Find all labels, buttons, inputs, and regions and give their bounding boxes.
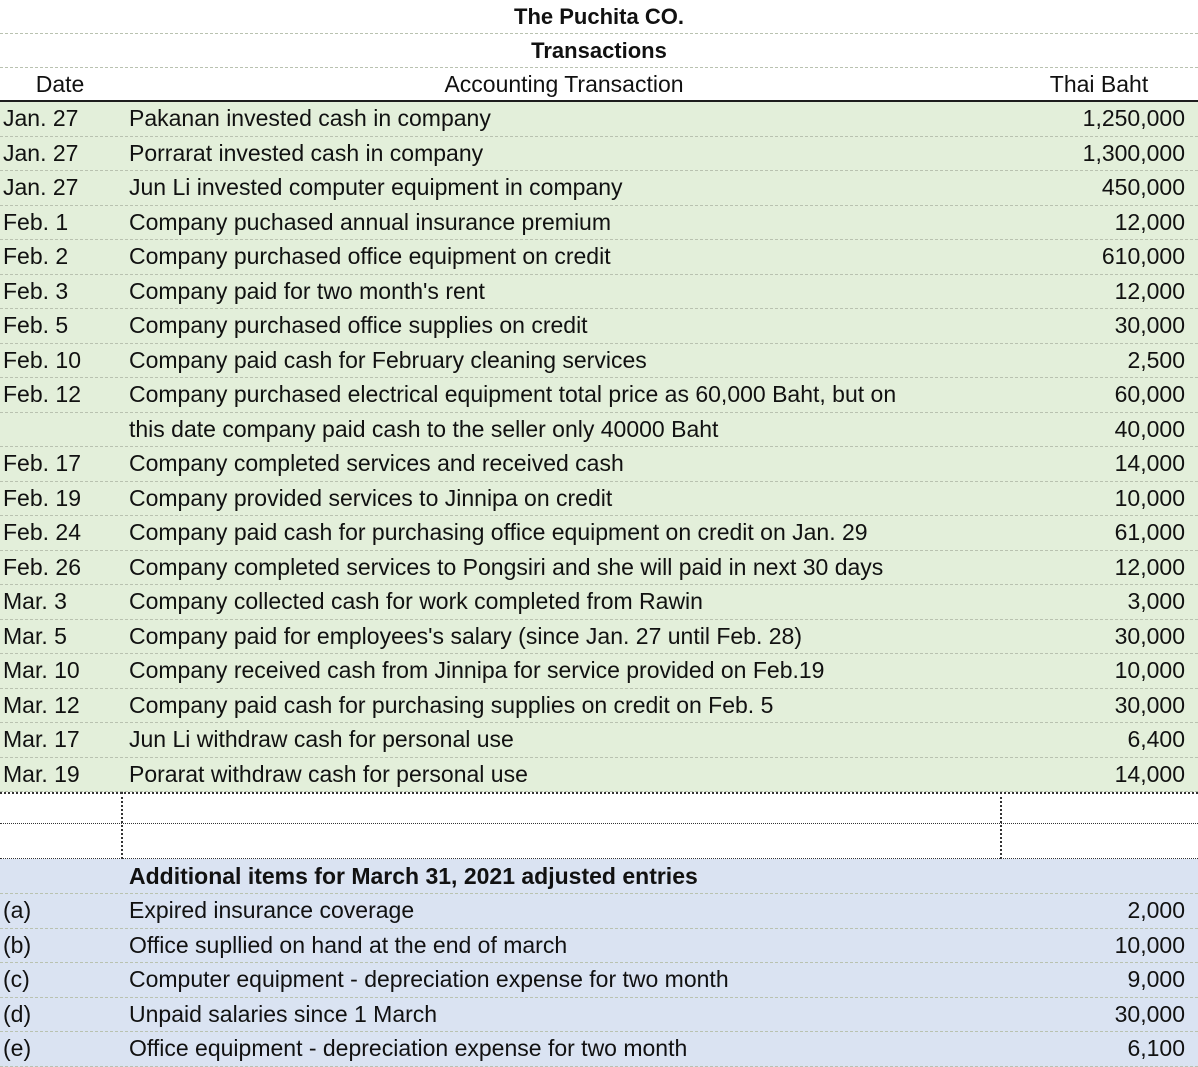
title-row bbox=[0, 0, 1198, 34]
transaction-date: Mar. 19 bbox=[3, 760, 80, 787]
transaction-amount: 1,300,000 bbox=[1082, 139, 1185, 166]
transaction-description: Company completed services and received cash bbox=[129, 450, 624, 477]
transaction-date: Feb. 5 bbox=[3, 312, 69, 339]
transaction-date: Mar. 12 bbox=[3, 691, 80, 718]
adjustment-amount: 9,000 bbox=[1127, 966, 1185, 993]
transaction-description: Jun Li withdraw cash for personal use bbox=[129, 726, 514, 753]
transaction-description: Porrarat invested cash in company bbox=[129, 139, 484, 166]
transaction-amount: 610,000 bbox=[1101, 243, 1185, 270]
transaction-amount: 3,000 bbox=[1127, 588, 1185, 615]
transaction-date: Jan. 27 bbox=[3, 139, 79, 166]
adjustment-label: (b) bbox=[3, 931, 32, 958]
transaction-row bbox=[0, 137, 1198, 172]
transaction-description: Company puchased annual insurance premium bbox=[129, 208, 612, 235]
adjustment-description: Computer equipment - depreciation expense for two month bbox=[129, 966, 729, 993]
transaction-date: Mar. 17 bbox=[3, 726, 80, 753]
transaction-date: Mar. 10 bbox=[3, 657, 80, 684]
transaction-date: Feb. 19 bbox=[3, 484, 81, 511]
adjustment-description: Expired insurance coverage bbox=[129, 897, 415, 924]
adjustment-amount: 2,000 bbox=[1127, 897, 1185, 924]
transaction-date: Feb. 26 bbox=[3, 553, 81, 580]
adjustment-amount: 6,100 bbox=[1127, 1035, 1185, 1062]
transaction-amount: 30,000 bbox=[1114, 312, 1185, 339]
transaction-amount: 30,000 bbox=[1114, 622, 1185, 649]
transaction-description: Company paid cash for February cleaning services bbox=[129, 346, 647, 373]
transaction-date bbox=[3, 413, 121, 447]
transaction-date: Feb. 2 bbox=[3, 243, 69, 270]
transaction-description: Company purchased electrical equipment total price as 60,000 Baht, but on bbox=[129, 381, 897, 408]
adjustments-heading: Additional items for March 31, 2021 adjusted entries bbox=[129, 862, 698, 889]
transaction-description: Company provided services to Jinnipa on credit bbox=[129, 484, 613, 511]
column-header-date: Date bbox=[35, 70, 85, 97]
transaction-amount: 61,000 bbox=[1114, 519, 1185, 546]
transaction-row bbox=[0, 378, 1198, 413]
transaction-row bbox=[0, 344, 1198, 379]
adjustment-label: (e) bbox=[3, 1035, 32, 1062]
adjustment-row bbox=[0, 998, 1198, 1033]
transaction-description: this date company paid cash to the seller only 40000 Baht bbox=[129, 415, 719, 442]
adjustments-heading-row bbox=[0, 859, 1198, 894]
transaction-date: Feb. 24 bbox=[3, 519, 81, 546]
header-row bbox=[0, 68, 1198, 102]
transaction-date: Feb. 12 bbox=[3, 381, 81, 408]
transaction-description: Company purchased office supplies on credit bbox=[129, 312, 588, 339]
sheet-subtitle: Transactions bbox=[531, 37, 667, 63]
transaction-amount: 6,400 bbox=[1127, 726, 1185, 753]
transaction-row bbox=[0, 206, 1198, 241]
transaction-amount: 1,250,000 bbox=[1082, 105, 1185, 132]
transaction-row bbox=[0, 758, 1198, 793]
transaction-description: Pakanan invested cash in company bbox=[129, 105, 491, 132]
cell-border bbox=[121, 792, 123, 859]
transaction-description: Company purchased office equipment on credit bbox=[129, 243, 611, 270]
transaction-row bbox=[0, 482, 1198, 517]
transaction-date: Jan. 27 bbox=[3, 105, 79, 132]
transaction-row bbox=[0, 275, 1198, 310]
transaction-amount: 12,000 bbox=[1114, 553, 1185, 580]
transaction-date: Jan. 27 bbox=[3, 174, 79, 201]
transaction-row bbox=[0, 309, 1198, 344]
transaction-row bbox=[0, 516, 1198, 551]
cell-border bbox=[1000, 792, 1002, 859]
transaction-description: Company paid for employees's salary (since Jan. 27 until Feb. 28) bbox=[129, 622, 802, 649]
transaction-row bbox=[0, 620, 1198, 655]
adjustment-label: (d) bbox=[3, 1000, 32, 1027]
blank-row bbox=[0, 824, 1198, 859]
transaction-description: Company paid cash for purchasing supplies on credit on Feb. 5 bbox=[129, 691, 774, 718]
transaction-row bbox=[0, 413, 1198, 448]
adjustment-description: Office equipment - depreciation expense for two month bbox=[129, 1035, 688, 1062]
transaction-amount: 40,000 bbox=[1114, 415, 1185, 442]
transaction-amount: 60,000 bbox=[1114, 381, 1185, 408]
transaction-row bbox=[0, 447, 1198, 482]
transaction-description: Jun Li invested computer equipment in company bbox=[129, 174, 623, 201]
adjustment-row bbox=[0, 894, 1198, 929]
transaction-date: Feb. 10 bbox=[3, 346, 81, 373]
column-header-amount: Thai Baht bbox=[1049, 70, 1149, 97]
transaction-date: Mar. 3 bbox=[3, 588, 67, 615]
transaction-date: Feb. 1 bbox=[3, 208, 69, 235]
blank-row bbox=[0, 792, 1198, 824]
transaction-description: Porarat withdraw cash for personal use bbox=[129, 760, 528, 787]
transaction-date: Feb. 3 bbox=[3, 277, 69, 304]
transaction-description: Company paid for two month's rent bbox=[129, 277, 485, 304]
transaction-row bbox=[0, 551, 1198, 586]
adjustment-amount: 10,000 bbox=[1114, 931, 1185, 958]
adjustment-label: (a) bbox=[3, 897, 32, 924]
transaction-amount: 14,000 bbox=[1114, 450, 1185, 477]
transaction-amount: 2,500 bbox=[1127, 346, 1185, 373]
column-header-transaction: Accounting Transaction bbox=[444, 70, 684, 97]
adjustment-row bbox=[0, 1032, 1198, 1067]
transaction-amount: 12,000 bbox=[1114, 277, 1185, 304]
transaction-row bbox=[0, 689, 1198, 724]
subtitle-row bbox=[0, 34, 1198, 68]
transaction-row bbox=[0, 654, 1198, 689]
transaction-amount: 14,000 bbox=[1114, 760, 1185, 787]
adjustment-label: (c) bbox=[3, 966, 30, 993]
transaction-row bbox=[0, 240, 1198, 275]
company-title: The Puchita CO. bbox=[514, 3, 684, 29]
transaction-description: Company received cash from Jinnipa for service provided on Feb.19 bbox=[129, 657, 825, 684]
transaction-amount: 30,000 bbox=[1114, 691, 1185, 718]
adjustment-description: Unpaid salaries since 1 March bbox=[129, 1000, 438, 1027]
transaction-amount: 10,000 bbox=[1114, 657, 1185, 684]
adjustment-row bbox=[0, 963, 1198, 998]
transaction-date: Mar. 5 bbox=[3, 622, 67, 649]
adjustment-row bbox=[0, 929, 1198, 964]
transaction-amount: 10,000 bbox=[1114, 484, 1185, 511]
transaction-amount: 12,000 bbox=[1114, 208, 1185, 235]
transaction-row bbox=[0, 723, 1198, 758]
adjustment-amount: 30,000 bbox=[1114, 1000, 1185, 1027]
transaction-amount: 450,000 bbox=[1101, 174, 1185, 201]
transaction-date: Feb. 17 bbox=[3, 450, 81, 477]
adjustment-description: Office supllied on hand at the end of march bbox=[129, 931, 568, 958]
transaction-description: Company collected cash for work completed from Rawin bbox=[129, 588, 703, 615]
transaction-row bbox=[0, 171, 1198, 206]
transaction-row bbox=[0, 102, 1198, 137]
transaction-description: Company paid cash for purchasing office equipment on credit on Jan. 29 bbox=[129, 519, 868, 546]
transaction-row bbox=[0, 585, 1198, 620]
transaction-description: Company completed services to Pongsiri and she will paid in next 30 days bbox=[129, 553, 884, 580]
